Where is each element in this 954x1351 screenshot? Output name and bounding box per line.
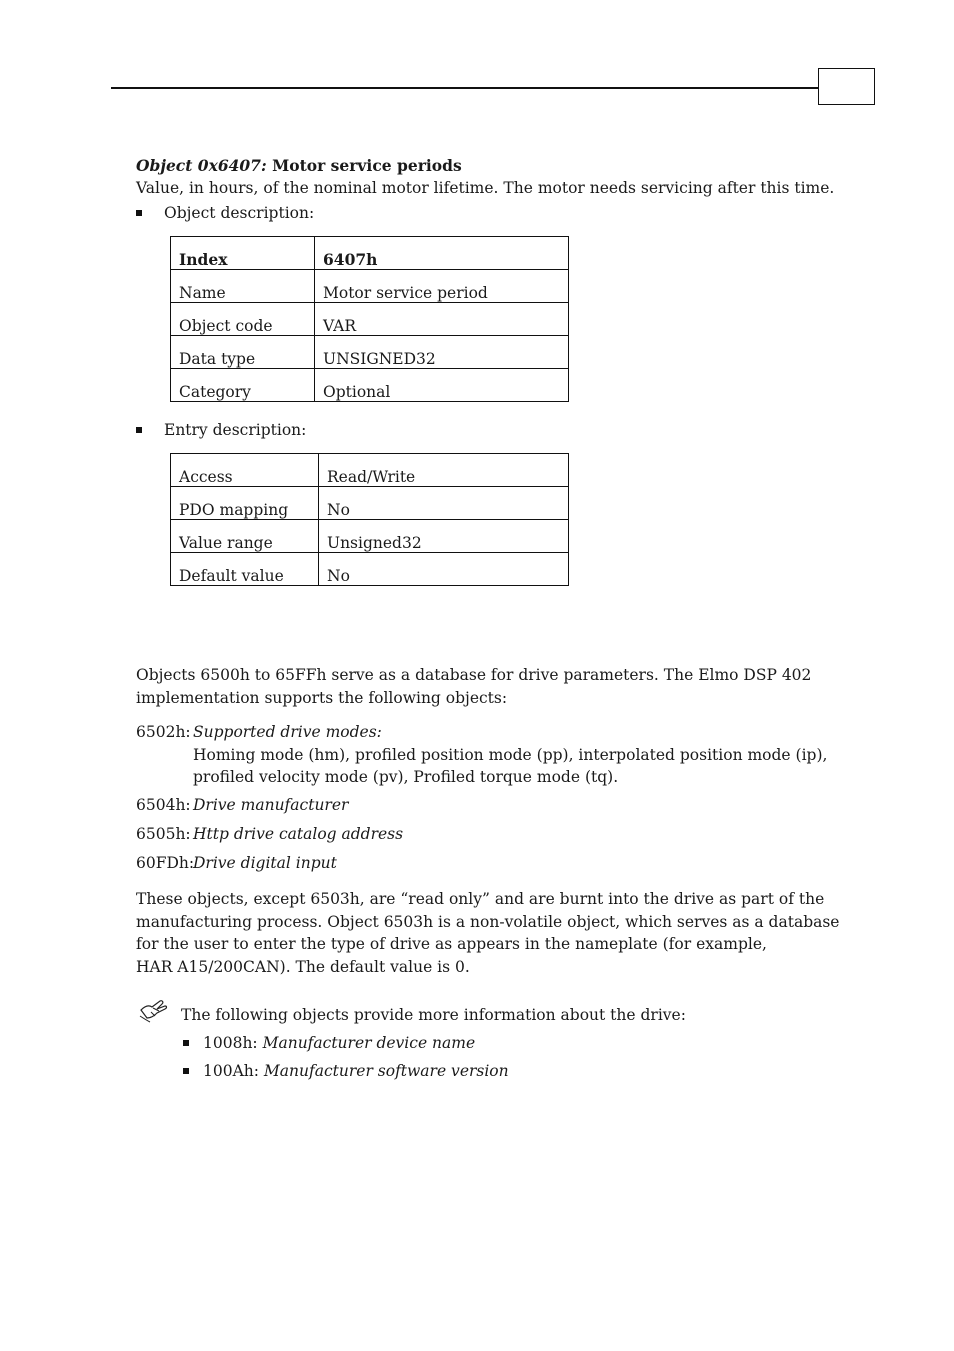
- object-term: Http drive catalog address: [193, 825, 404, 843]
- summary-line: manufacturing process. Object 6503h is a non-volatile object, which serves as a database: [136, 912, 840, 931]
- table-cell: Motor service period: [315, 270, 569, 303]
- summary-line: HAR A15/200CAN). The default value is 0.: [136, 957, 470, 976]
- table-row: [171, 553, 569, 586]
- object-term: Supported drive modes:: [193, 723, 382, 741]
- modes-line: profiled velocity mode (pv), Profiled torque mode (tq).: [193, 768, 619, 786]
- table-cell: 6407h: [315, 237, 569, 270]
- note-hand-icon: [138, 996, 170, 1024]
- table-row: [171, 303, 569, 336]
- supported-modes-description: [193, 744, 827, 788]
- table-cell: Optional: [315, 369, 569, 402]
- table-cell: PDO mapping: [171, 487, 319, 520]
- object-code: 6502h:: [136, 723, 191, 741]
- table-cell: Access: [171, 454, 319, 487]
- note-item-term: Manufacturer software version: [263, 1062, 509, 1080]
- drive-objects-intro: [136, 664, 811, 709]
- note-list-item: [183, 1062, 509, 1080]
- table-cell: Object code: [171, 303, 315, 336]
- object-code: 6504h:: [136, 796, 191, 814]
- header-rule: [111, 87, 819, 89]
- bullet-square-icon: [136, 210, 142, 216]
- object-code: 60FDh:: [136, 854, 195, 872]
- section-heading: [136, 156, 462, 175]
- table-cell: Unsigned32: [319, 520, 569, 553]
- heading-title: Motor service periods: [272, 156, 462, 175]
- note-item-code: 1008h:: [203, 1034, 258, 1052]
- table-cell: Category: [171, 369, 315, 402]
- object-term: Drive digital input: [193, 854, 337, 872]
- entry-description-bullet: [136, 421, 306, 439]
- heading-object-id: Object 0x6407:: [136, 156, 267, 175]
- table-cell: Data type: [171, 336, 315, 369]
- table-cell: Read/Write: [319, 454, 569, 487]
- note-item-code: 100Ah:: [203, 1062, 259, 1080]
- object-description-bullet: [136, 204, 314, 222]
- table-cell: Default value: [171, 553, 319, 586]
- table-row: [171, 369, 569, 402]
- bullet-square-icon: [183, 1068, 189, 1074]
- drive-objects-intro-line: Objects 6500h to 65FFh serve as a database for drive parameters. The Elmo DSP 402: [136, 666, 812, 684]
- note-text: The following objects provide more information about the drive:: [181, 1006, 686, 1024]
- summary-line: for the user to enter the type of drive as appears in the nameplate (for example,: [136, 935, 767, 953]
- section-intro: Value, in hours, of the nominal motor lifetime. The motor needs servicing after this time.: [136, 179, 835, 197]
- table-cell: Name: [171, 270, 315, 303]
- table-cell: No: [319, 553, 569, 586]
- drive-objects-intro-line: implementation supports the following objects:: [136, 688, 508, 707]
- object-code: 6505h:: [136, 825, 191, 843]
- object-term: Drive manufacturer: [193, 796, 349, 814]
- bullet-square-icon: [136, 427, 142, 433]
- table-row: [171, 237, 569, 270]
- table-cell: UNSIGNED32: [315, 336, 569, 369]
- table-row: [171, 454, 569, 487]
- entry-description-label: Entry description:: [164, 421, 307, 439]
- table-row: [171, 487, 569, 520]
- entry-description-table: [170, 453, 569, 586]
- modes-line: Homing mode (hm), profiled position mode (pp), interpolated position mode (ip),: [193, 746, 828, 764]
- summary-line: These objects, except 6503h, are “read only” and are burnt into the drive as part of the: [136, 890, 825, 908]
- table-cell: Value range: [171, 520, 319, 553]
- table-row: [171, 270, 569, 303]
- note-item-term: Manufacturer device name: [262, 1034, 476, 1052]
- object-description-table: [170, 236, 569, 402]
- table-row: [171, 336, 569, 369]
- note-list-item: [183, 1034, 475, 1052]
- page-number-box: [818, 68, 875, 105]
- table-cell: No: [319, 487, 569, 520]
- table-cell: VAR: [315, 303, 569, 336]
- bullet-square-icon: [183, 1040, 189, 1046]
- table-row: [171, 520, 569, 553]
- table-cell: Index: [171, 237, 315, 270]
- object-description-label: Object description:: [164, 204, 315, 222]
- drive-objects-summary: [136, 888, 839, 978]
